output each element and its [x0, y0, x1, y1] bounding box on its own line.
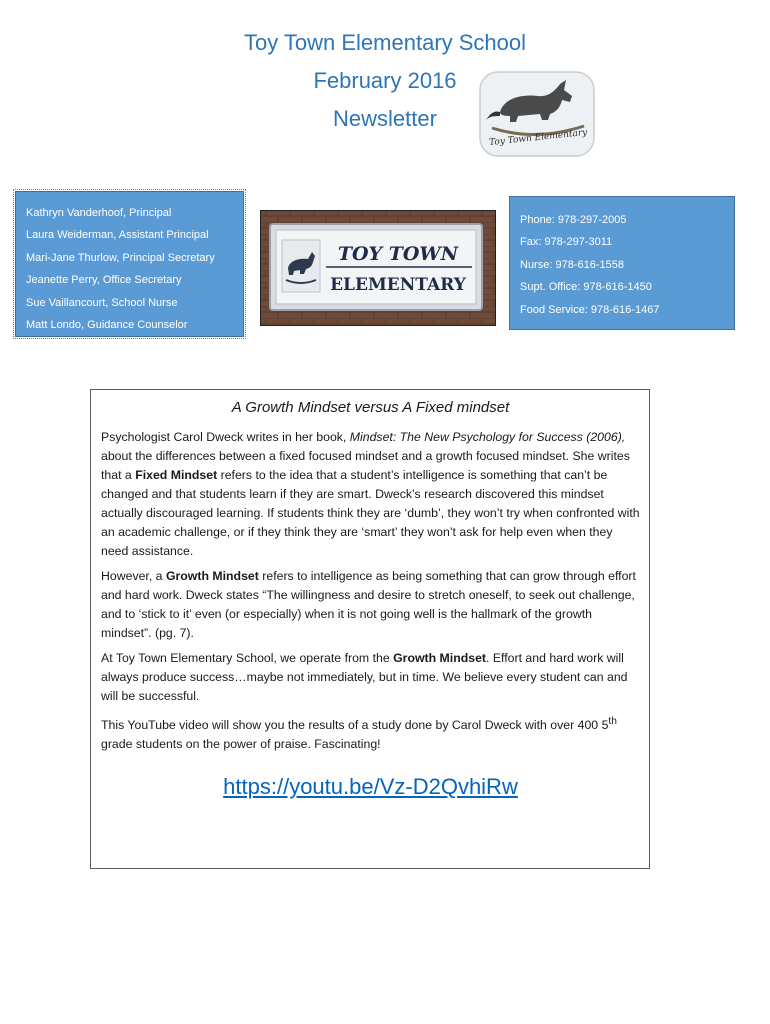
contact-item: Food Service: 978-616-1467 [520, 303, 660, 316]
contact-item: Nurse: 978-616-1558 [520, 258, 624, 271]
sign-line-2: ELEMENTARY [330, 275, 466, 295]
text-span: At Toy Town Elementary School, we operate from the [101, 651, 394, 665]
staff-item: Mari-Jane Thurlow, Principal Secretary [26, 251, 215, 264]
ordinal-suffix: th [608, 716, 617, 727]
text-span: This YouTube video will show you the results of a study done by Carol Dweck with over 400 5 [101, 718, 609, 733]
text-span: refers to intelligence as being something that can grow through effort and hard work. Dweck states “The willingness and desire to stretch oneself, to seek out challenge, and to ‘stick to it’ even (or especially) when it is not going well is the hallmark of the growth mindset”. (pg. 7). [101, 569, 636, 640]
logo-text: Toy Town Elementary [488, 127, 588, 149]
staff-item: Sue Vaillancourt, School Nurse [26, 296, 178, 309]
article-title: A Growth Mindset versus A Fixed mindset [231, 399, 510, 416]
text-span: grade students on the power of praise. Fascinating! [101, 737, 381, 752]
book-title: Mindset: The New Psychology for Success (2006), [349, 430, 626, 444]
staff-item: Jeanette Perry, Office Secretary [26, 274, 182, 287]
contact-list [509, 196, 735, 330]
staff-list [15, 191, 244, 337]
article-paragraph [101, 428, 640, 561]
newsletter-month: February 2016 [313, 68, 457, 93]
article-box [90, 389, 650, 869]
newsletter-title: Newsletter [333, 106, 437, 131]
term-growth-mindset: Growth Mindset [165, 569, 259, 583]
article-paragraph [101, 567, 640, 643]
contact-item: Phone: 978-297-2005 [520, 214, 627, 226]
staff-item: Matt Londo, Guidance Counselor [26, 318, 188, 331]
school-logo [478, 70, 596, 158]
sign-line-1: TOY TOWN [337, 243, 459, 265]
text-span: refers to the idea that a student’s intelligence is something that can’t be changed and that students learn if they are smart. Dweck’s research discovered this mindset actually discouraged learning. If students think they are ‘dumb’, they won’t try when confronted with an academic challenge, or if they think they are ‘smart’ they won’t ask for help even when they need assistance. [101, 468, 640, 558]
school-sign-photo [260, 210, 496, 326]
article-paragraph [101, 712, 640, 754]
term-growth-mindset: Growth Mindset [393, 651, 486, 665]
article-paragraph [101, 649, 640, 706]
text-span: However, a [101, 569, 166, 583]
newsletter-school-name: Toy Town Elementary School [243, 30, 527, 55]
staff-item: Laura Weiderman, Assistant Principal [26, 229, 209, 242]
text-span: . Effort and hard work will always produce success…maybe not immediately, but in time. We believe every student can and will be successful. [101, 651, 628, 703]
term-fixed-mindset: Fixed Mindset [135, 468, 218, 482]
youtube-video-link[interactable]: https://youtu.be/Vz-D2QvhiRw [223, 774, 518, 800]
staff-item: Kathryn Vanderhoof, Principal [26, 207, 172, 219]
text-span: about the differences between a fixed focused mindset and a growth focused mindset. She writes that a [101, 449, 630, 482]
contact-item: Fax: 978-297-3011 [520, 236, 613, 249]
text-span: Psychologist Carol Dweck writes in her book, [101, 430, 350, 444]
contact-item: Supt. Office: 978-616-1450 [520, 281, 652, 294]
